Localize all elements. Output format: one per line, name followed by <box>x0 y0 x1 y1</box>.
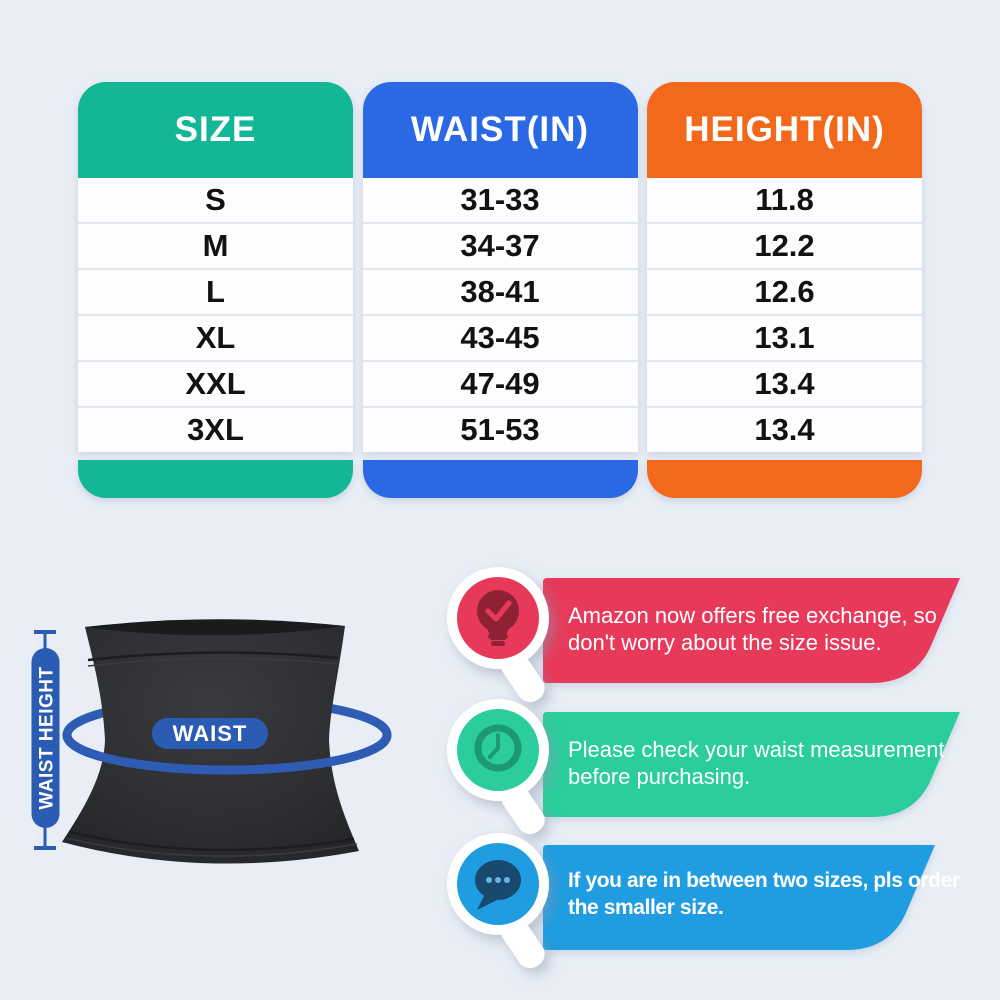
exchange-banner-text <box>568 602 937 656</box>
text-line: Amazon now offers free exchange, so <box>568 603 937 628</box>
waist-column-rows <box>363 178 638 452</box>
measure-banner-text <box>568 736 945 790</box>
waist-cell: 47-49 <box>363 360 638 406</box>
size-cell: M <box>78 222 353 268</box>
size-cell: L <box>78 268 353 314</box>
height-column-rows <box>647 178 922 452</box>
waist-height-label: WAIST HEIGHT <box>36 666 58 810</box>
size-cell: XL <box>78 314 353 360</box>
between-sizes-badge <box>443 830 558 980</box>
height-cell: 12.2 <box>647 222 922 268</box>
text-line: before purchasing. <box>568 764 751 789</box>
waist-cell: 38-41 <box>363 268 638 314</box>
waist-column-footer <box>363 460 638 498</box>
size-cell: S <box>78 178 353 222</box>
height-cell: 11.8 <box>647 178 922 222</box>
waist-column-header: WAIST(IN) <box>363 82 638 178</box>
height-cell: 13.4 <box>647 360 922 406</box>
size-chart-table <box>78 82 922 498</box>
text-line: don't worry about the size issue. <box>568 630 882 655</box>
height-column <box>647 82 922 498</box>
waist-cell: 31-33 <box>363 178 638 222</box>
text-line: the smaller size. <box>568 896 724 919</box>
size-cell: 3XL <box>78 406 353 452</box>
text-line: If you are in between two sizes, pls order <box>568 869 960 892</box>
measure-badge <box>443 696 558 846</box>
size-cell: XXL <box>78 360 353 406</box>
waist-cell: 43-45 <box>363 314 638 360</box>
size-column <box>78 82 353 498</box>
height-cell: 13.1 <box>647 314 922 360</box>
size-column-rows <box>78 178 353 452</box>
waist-trainer-diagram <box>20 592 440 902</box>
between-sizes-banner-text <box>568 867 960 921</box>
size-column-footer <box>78 460 353 498</box>
size-column-header: SIZE <box>78 82 353 178</box>
height-column-footer <box>647 460 922 498</box>
waist-cell: 34-37 <box>363 222 638 268</box>
height-column-header: HEIGHT(IN) <box>647 82 922 178</box>
waist-column <box>363 82 638 498</box>
height-cell: 13.4 <box>647 406 922 452</box>
exchange-badge <box>443 564 558 714</box>
text-line: Please check your waist measurement <box>568 737 945 762</box>
waist-cell: 51-53 <box>363 406 638 452</box>
height-cell: 12.6 <box>647 268 922 314</box>
waist-label: WAIST <box>172 721 248 746</box>
